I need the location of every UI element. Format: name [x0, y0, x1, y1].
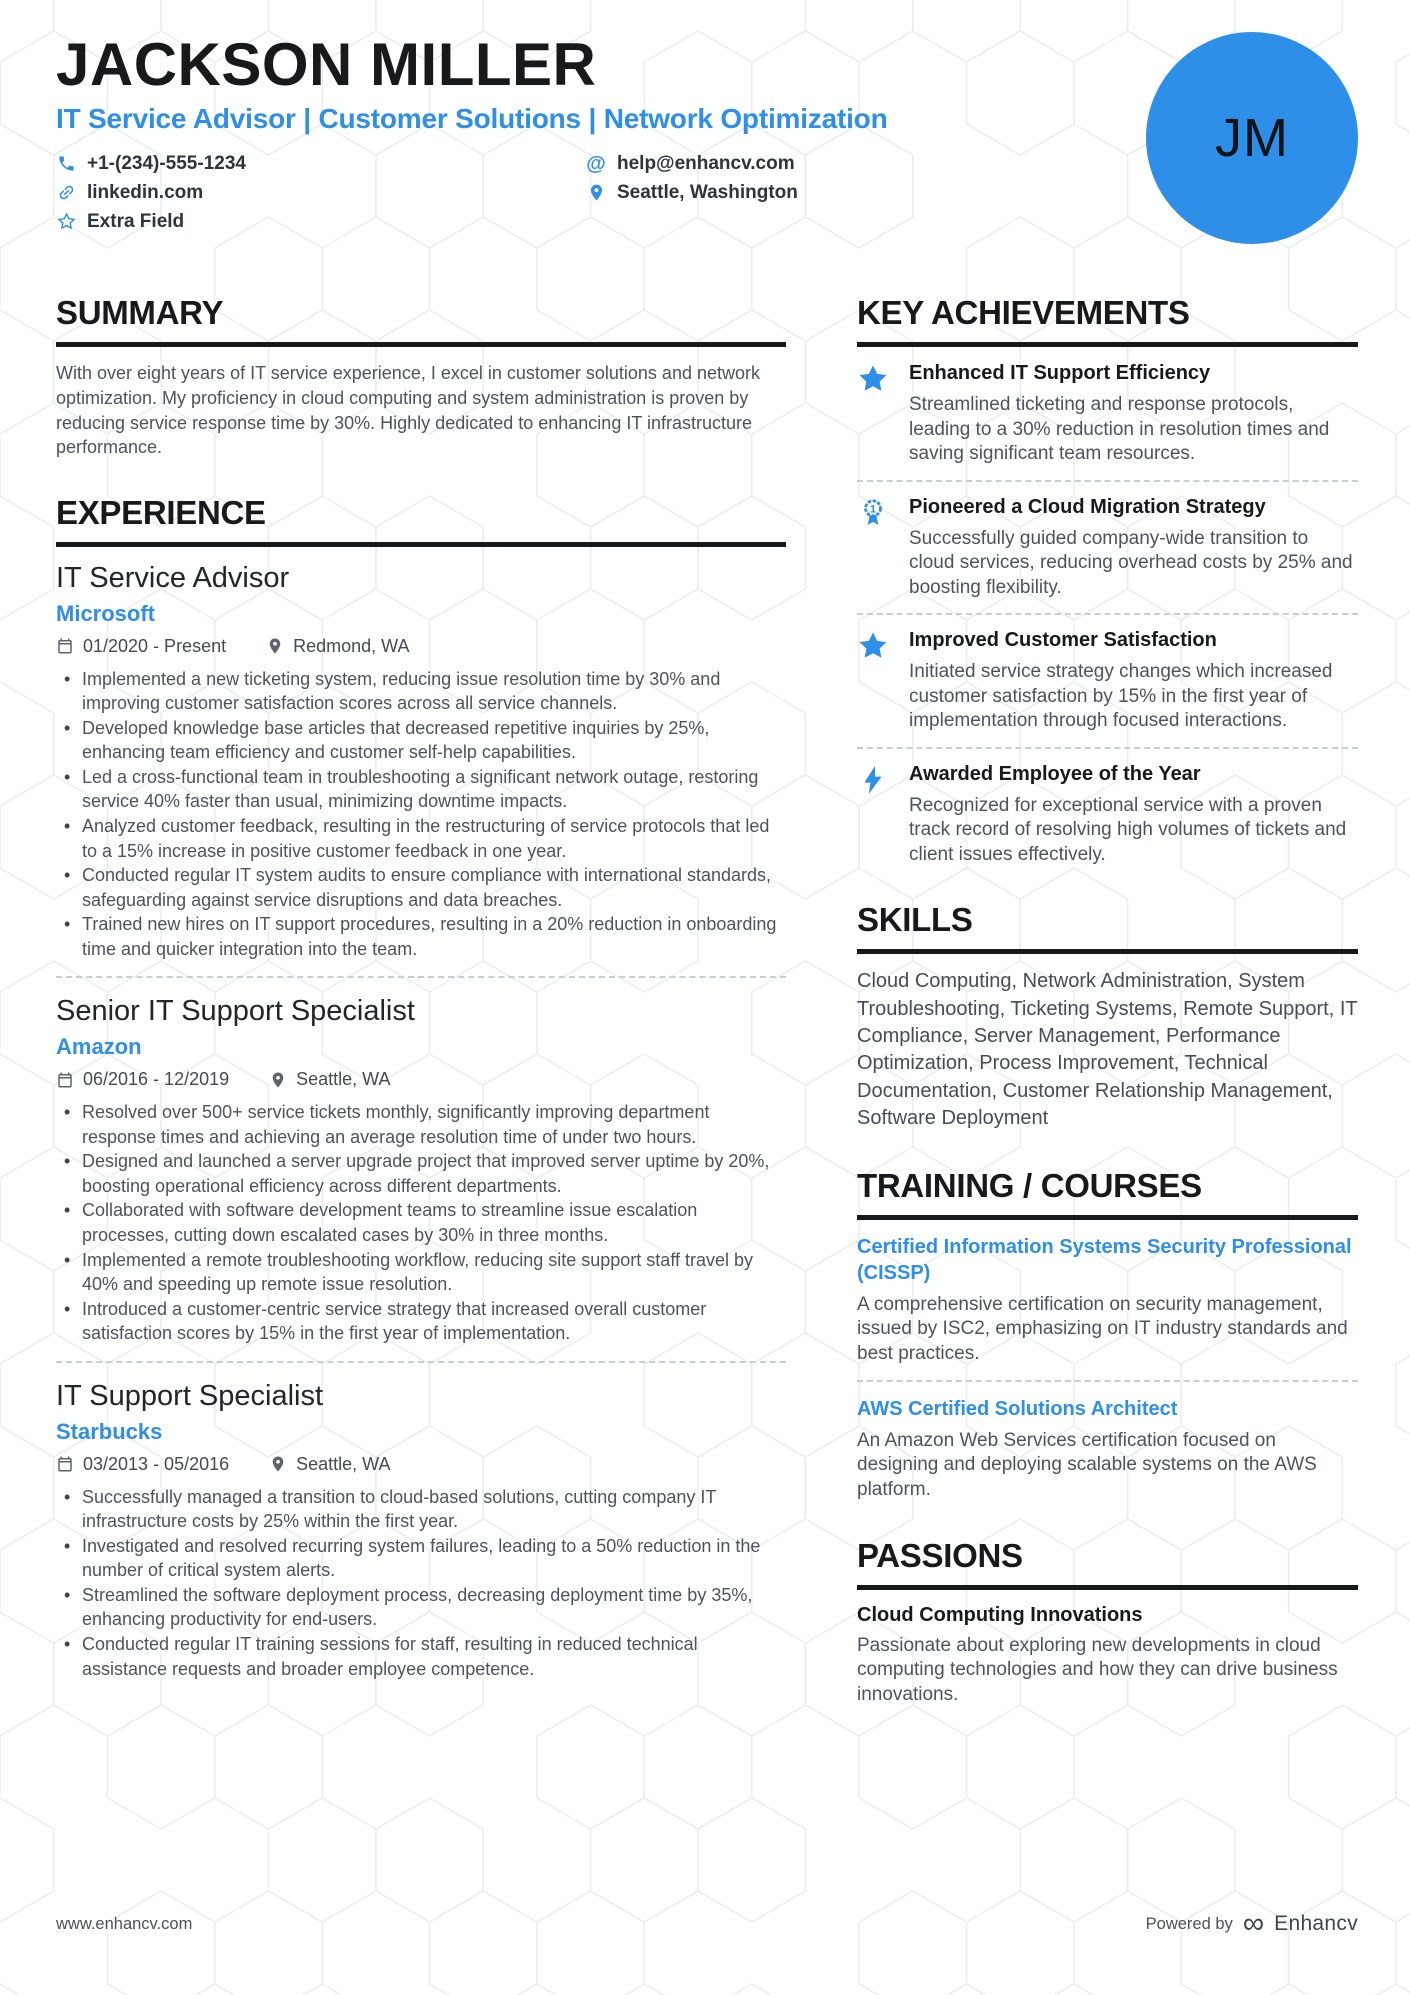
achievement-text: Recognized for exceptional service with a proven track record of resolving high volumes of tickets and client issues effectively. [909, 794, 1347, 865]
skills-heading: SKILLS [857, 901, 1358, 954]
star-icon [857, 628, 891, 734]
achievement-title: Improved Customer Satisfaction [909, 629, 1217, 652]
at-sign-icon: @ [586, 152, 606, 175]
summary-heading: SUMMARY [56, 294, 786, 347]
experience-entry [56, 994, 786, 1345]
job-title: Senior IT Support Specialist [56, 995, 415, 1028]
job-bullet: • Collaborated with software development teams to streamline issue escalation processes, cutting down escalated cases by 30% in three months. [82, 1198, 786, 1247]
job-bullet: • Designed and launched a server upgrade project that improved server uptime by 20%, boosting operational efficiency across different departments. [82, 1149, 786, 1198]
site-link[interactable]: www.enhancv.com [56, 1914, 193, 1933]
training-item [857, 1234, 1358, 1367]
passion-title: Cloud Computing Innovations [857, 1603, 1143, 1626]
achievement-item [857, 361, 1358, 467]
job-divider [56, 976, 786, 978]
achievement-item [857, 495, 1358, 601]
bolt-icon [857, 762, 891, 868]
achievement-divider [857, 480, 1358, 482]
brand-name: Enhancv [1274, 1912, 1358, 1935]
candidate-name: JACKSON MILLER [56, 31, 597, 98]
calendar-icon [56, 637, 74, 655]
avatar [1146, 32, 1358, 244]
training-heading: TRAINING / COURSES [857, 1167, 1358, 1220]
contact-location-value: Seattle, Washington [617, 181, 798, 203]
location-pin-icon [269, 1071, 287, 1089]
job-bullet: • Successfully managed a transition to cloud-based solutions, cutting company IT infrastructure costs by 25% within the first year. [82, 1485, 786, 1534]
training-title[interactable]: Certified Information Systems Security Professional (CISSP) [857, 1235, 1352, 1284]
experience-entry [56, 1379, 786, 1681]
achievement-text: Initiated service strategy changes which increased customer satisfaction by 15% in the first year of implementation through focused interactions. [909, 661, 1333, 732]
job-bullet-list [56, 1100, 786, 1346]
section-experience [56, 494, 786, 1681]
job-bullet-list [56, 667, 786, 962]
footer [56, 1907, 1358, 1940]
job-bullet-list [56, 1485, 786, 1682]
experience-heading: EXPERIENCE [56, 494, 786, 547]
achievement-text: Streamlined ticketing and response protocols, leading to a 30% reduction in resolution times and saving significant team resources. [909, 394, 1330, 465]
training-item [857, 1396, 1358, 1503]
header [0, 0, 1410, 236]
job-bullet: • Developed knowledge base articles that decreased repetitive inquiries by 25%, enhancing team efficiency and customer self-help capabilities. [82, 716, 786, 765]
powered-by[interactable] [1145, 1907, 1358, 1940]
job-bullet: • Investigated and resolved recurring system failures, leading to a 50% reduction in the number of critical system alerts. [82, 1534, 786, 1583]
passions-heading: PASSIONS [857, 1537, 1358, 1590]
achievement-title: Enhanced IT Support Efficiency [909, 362, 1211, 385]
link-icon [56, 183, 76, 203]
avatar-initials: JM [1215, 108, 1289, 168]
job-company[interactable]: Starbucks [56, 1418, 163, 1444]
contact-phone[interactable] [56, 149, 586, 178]
training-text: An Amazon Web Services certification focused on designing and deploying scalable systems on the AWS platform. [857, 1429, 1317, 1500]
location-pin-icon [586, 183, 606, 203]
achievement-item [857, 762, 1358, 868]
contact-email[interactable] [586, 149, 798, 178]
contact-linkedin[interactable] [56, 178, 586, 207]
location-pin-icon [266, 637, 284, 655]
job-bullet: • Analyzed customer feedback, resulting in the restructuring of service protocols that led to a 15% increase in positive customer feedback in one year. [82, 814, 786, 863]
contact-linkedin-value: linkedin.com [87, 181, 204, 203]
calendar-icon [56, 1071, 74, 1089]
job-location: Seattle, WA [269, 1454, 390, 1475]
job-location: Redmond, WA [266, 636, 409, 657]
medal-icon [857, 495, 891, 601]
job-bullet: • Led a cross-functional team in troubleshooting a significant network outage, restoring service 40% faster than usual, minimizing downtime impacts. [82, 765, 786, 814]
calendar-icon [56, 1455, 74, 1473]
achievement-title: Pioneered a Cloud Migration Strategy [909, 495, 1266, 518]
powered-by-label: Powered by [1145, 1914, 1233, 1933]
job-bullet: • Trained new hires on IT support procedures, resulting in a 20% reduction in onboarding time and quicker integration into the team. [82, 912, 786, 961]
achievement-divider [857, 747, 1358, 749]
passion-text: Passionate about exploring new developments in cloud computing technologies and how they can drive business innovations. [857, 1634, 1338, 1706]
training-divider [857, 1380, 1358, 1382]
summary-text: With over eight years of IT service experience, I excel in customer solutions and network optimization. My proficiency in cloud computing and system administration is proven by reducing service response time by 30%. Highly dedicated to enhancing IT infrastructure performance. [56, 363, 760, 458]
star-outline-icon [56, 212, 76, 232]
achievement-text: Successfully guided company-wide transition to cloud services, reducing overhead costs by 25% and boosting flexibility. [909, 527, 1353, 598]
job-bullet: • Conducted regular IT system audits to ensure compliance with international standards, safeguarding against service disruptions and data breaches. [82, 863, 786, 912]
job-bullet: • Streamlined the software deployment process, decreasing deployment time by 35%, enhancing productivity for end-users. [82, 1583, 786, 1632]
achievements-heading: KEY ACHIEVEMENTS [857, 294, 1358, 347]
svg-text:1: 1 [869, 503, 877, 516]
job-bullet: • Resolved over 500+ service tickets monthly, significantly improving department response times and achieving an average resolution time of under two hours. [82, 1100, 786, 1149]
achievement-item [857, 628, 1358, 734]
achievement-title: Awarded Employee of the Year [909, 762, 1201, 785]
enhancv-logo-icon: ∞ [1242, 1907, 1265, 1940]
training-title[interactable]: AWS Certified Solutions Architect [857, 1397, 1178, 1420]
section-training [857, 1167, 1358, 1503]
experience-entry [56, 561, 786, 962]
section-key-achievements [857, 294, 1358, 867]
contact-email-value: help@enhancv.com [617, 152, 795, 174]
contact-phone-value: +1-(234)-555-1234 [87, 152, 246, 174]
job-dates: 06/2016 - 12/2019 [56, 1069, 229, 1090]
job-title: IT Service Advisor [56, 561, 290, 594]
job-location: Seattle, WA [269, 1069, 390, 1090]
job-dates: 01/2020 - Present [56, 636, 226, 657]
contact-extra-field[interactable] [56, 207, 586, 236]
job-bullet: • Conducted regular IT training sessions for staff, resulting in reduced technical assistance requests and broader employee competence. [82, 1632, 786, 1681]
section-summary [56, 294, 786, 460]
skills-list: Cloud Computing, Network Administration, System Troubleshooting, Ticketing Systems, Remote Support, IT Compliance, Server Management, Performance Optimization, Process Improvement, Technical Documentation, Customer Relationship Management, Software Deployment [857, 970, 1358, 1130]
section-passions [857, 1537, 1358, 1708]
phone-icon [56, 154, 76, 174]
job-bullet: • Implemented a new ticketing system, reducing issue resolution time by 30% and improving customer satisfaction scores across all service channels. [82, 667, 786, 716]
contact-location[interactable] [586, 178, 798, 207]
headline: IT Service Advisor | Customer Solutions | Network Optimization [56, 103, 888, 135]
job-dates: 03/2013 - 05/2016 [56, 1454, 229, 1475]
job-bullet: • Implemented a remote troubleshooting workflow, reducing site support staff travel by 40% and speeding up remote issue resolution. [82, 1248, 786, 1297]
section-skills [857, 901, 1358, 1132]
job-bullet: • Introduced a customer-centric service strategy that increased overall customer satisfaction scores by 15% in the first year of implementation. [82, 1297, 786, 1346]
job-company[interactable]: Amazon [56, 1034, 142, 1060]
job-company[interactable]: Microsoft [56, 600, 155, 626]
achievement-divider [857, 613, 1358, 615]
job-divider [56, 1361, 786, 1363]
training-text: A comprehensive certification on security management, issued by ISC2, emphasizing on IT industry standards and best practices. [857, 1293, 1348, 1364]
job-title: IT Support Specialist [56, 1379, 324, 1412]
contact-extra-value: Extra Field [87, 210, 185, 232]
passion-item [857, 1604, 1358, 1708]
star-icon [857, 361, 891, 467]
location-pin-icon [269, 1455, 287, 1473]
